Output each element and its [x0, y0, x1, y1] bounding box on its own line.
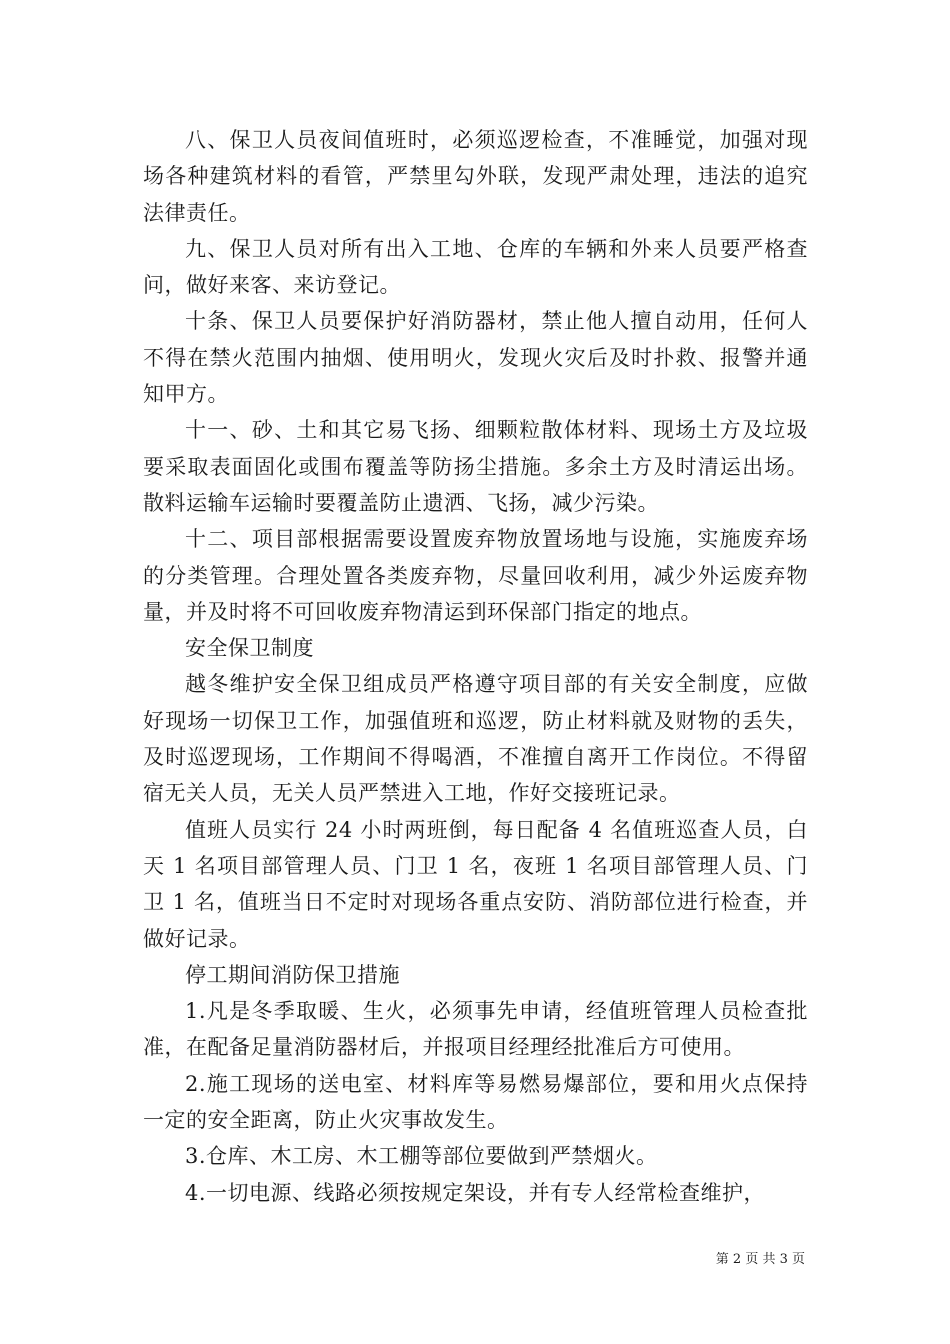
- heading-security-system: 安全保卫制度: [185, 636, 314, 661]
- paragraph-9: 九、保卫人员对所有出入工地、仓库的车辆和外来人员要严格查问，做好来客、来访登记。: [143, 236, 808, 298]
- security-paragraph-2: 值班人员实行 24 小时两班倒，每日配备 4 名值班巡查人员，白天 1 名项目部管理人员、门卫 1 名，夜班 1 名项目部管理人员、门卫 1 名，值班当日不定时对现场各重点安防、消防部位进行检查，并做好记录。: [143, 817, 808, 951]
- paragraph-8: 八、保卫人员夜间值班时，必须巡逻检查，不准睡觉，加强对现场各种建筑材料的看管，严禁里勾外联，发现严肃处理，违法的追究法律责任。: [143, 128, 808, 225]
- paragraph-12: 十二、项目部根据需要设置废弃物放置场地与设施，实施废弃场的分类管理。合理处置各类废弃物，尽量回收利用，减少外运废弃物量，并及时将不可回收废弃物清运到环保部门指定的地点。: [143, 527, 808, 624]
- paragraph-10: 十条、保卫人员要保护好消防器材，禁止他人擅自动用，任何人不得在禁火范围内抽烟、使用明火，发现火灾后及时扑救、报警并通知甲方。: [143, 309, 808, 407]
- paragraph-11: 十一、砂、土和其它易飞扬、细颗粒散体材料、现场土方及垃圾要采取表面固化或围布覆盖等防扬尘措施。多余土方及时清运出场。散料运输车运输时要覆盖防止遗洒、飞扬，减少污染。: [143, 418, 808, 515]
- fire-item-4: 4.一切电源、线路必须按规定架设，并有专人经常检查维护，: [185, 1180, 766, 1205]
- page-number-footer: 第 2 页 共 3 页: [715, 1252, 805, 1267]
- fire-item-2: 2.施工现场的送电室、材料库等易燃易爆部位，要和用火点保持一定的安全距离，防止火灾事故发生。: [143, 1071, 808, 1133]
- heading-fire-measures: 停工期间消防保卫措施: [185, 962, 400, 987]
- security-paragraph-1: 越冬维护安全保卫组成员严格遵守项目部的有关安全制度，应做好现场一切保卫工作，加强值班和巡逻，防止材料就及财物的丢失，及时巡逻现场，工作期间不得喝酒，不准擅自离开工作岗位。不得留宿无关人员，无关人员严禁进入工地，作好交接班记录。: [143, 672, 808, 806]
- page-content: [143, 122, 808, 1211]
- fire-item-3: 3.仓库、木工房、木工棚等部位要做到严禁烟火。: [185, 1144, 658, 1169]
- fire-item-1: 1.凡是冬季取暖、生火，必须事先申请，经值班管理人员检查批准，在配备足量消防器材后，并报项目经理经批准后方可使用。: [143, 999, 808, 1060]
